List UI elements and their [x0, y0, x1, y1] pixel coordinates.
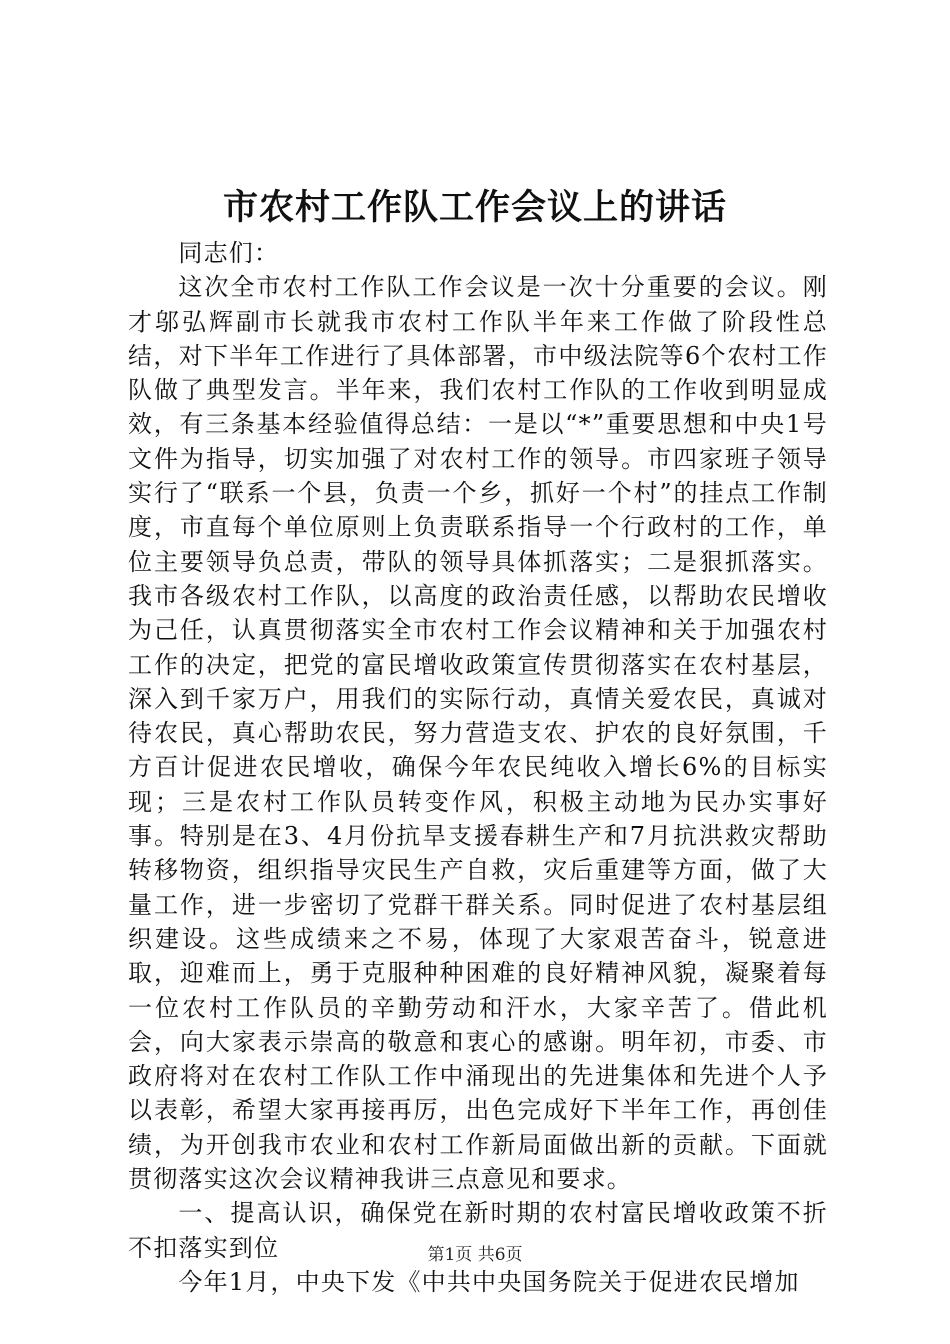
document-body: [128, 236, 828, 1299]
body-paragraph: 这次全市农村工作队工作会议是一次十分重要的会议。刚才邬弘辉副市长就我市农村工作队半年来工作做了阶段性总结，对下半年工作进行了具体部署，市中级法院等6个农村工作队做了典型发言。半年来，我们农村工作队的工作收到明显成效，有三条基本经验值得总结：一是以“*”重要思想和中央1号文件为指导，切实加强了对农村工作的领导。市四家班子领导实行了“联系一个县，负责一个乡，抓好一个村”的挂点工作制度，市直每个单位原则上负责联系指导一个行政村的工作，单位主要领导负总责，带队的领导具体抓落实；二是狠抓落实。我市各级农村工作队，以高度的政治责任感，以帮助农民增收为己任，认真贯彻落实全市农村工作会议精神和关于加强农村工作的决定，把党的富民增收政策宣传贯彻落实在农村基层，深入到千家万户，用我们的实际行动，真情关爱农民，真诚对待农民，真心帮助农民，努力营造支农、护农的良好氛围，千方百计促进农民增收，确保今年农民纯收入增长6%的目标实现；三是农村工作队员转变作风，积极主动地为民办实事好事。特别是在3、4月份抗旱支援春耕生产和7月抗洪救灾帮助转移物资，组织指导灾民生产自救，灾后重建等方面，做了大量工作，进一步密切了党群干群关系。同时促进了农村基层组织建设。这些成绩来之不易，体现了大家艰苦奋斗，锐意进取，迎难而上，勇于克服种种困难的良好精神风貌，凝聚着每一位农村工作队员的辛勤劳动和汗水，大家辛苦了。借此机会，向大家表示崇高的敬意和衷心的感谢。明年初，市委、市政府将对在农村工作队工作中涌现出的先进集体和先进个人予以表彰，希望大家再接再厉，出色完成好下半年工作，再创佳绩，为开创我市农业和农村工作新局面做出新的贡献。下面就贯彻落实这次会议精神我讲三点意见和要求。: [128, 273, 828, 1194]
page-number-footer: 第1页 共6页: [427, 1245, 523, 1265]
document-title: 市农村工作队工作会议上的讲话: [222, 187, 727, 228]
salutation-paragraph: 同志们：: [178, 239, 280, 267]
body-paragraph: 今年1月，中央下发《中共中央国务院关于促进农民增加: [178, 1267, 800, 1296]
section-heading-paragraph: 一、提高认识，确保党在新时期的农村富民增收政策不折不扣落实到位: [128, 1199, 828, 1262]
